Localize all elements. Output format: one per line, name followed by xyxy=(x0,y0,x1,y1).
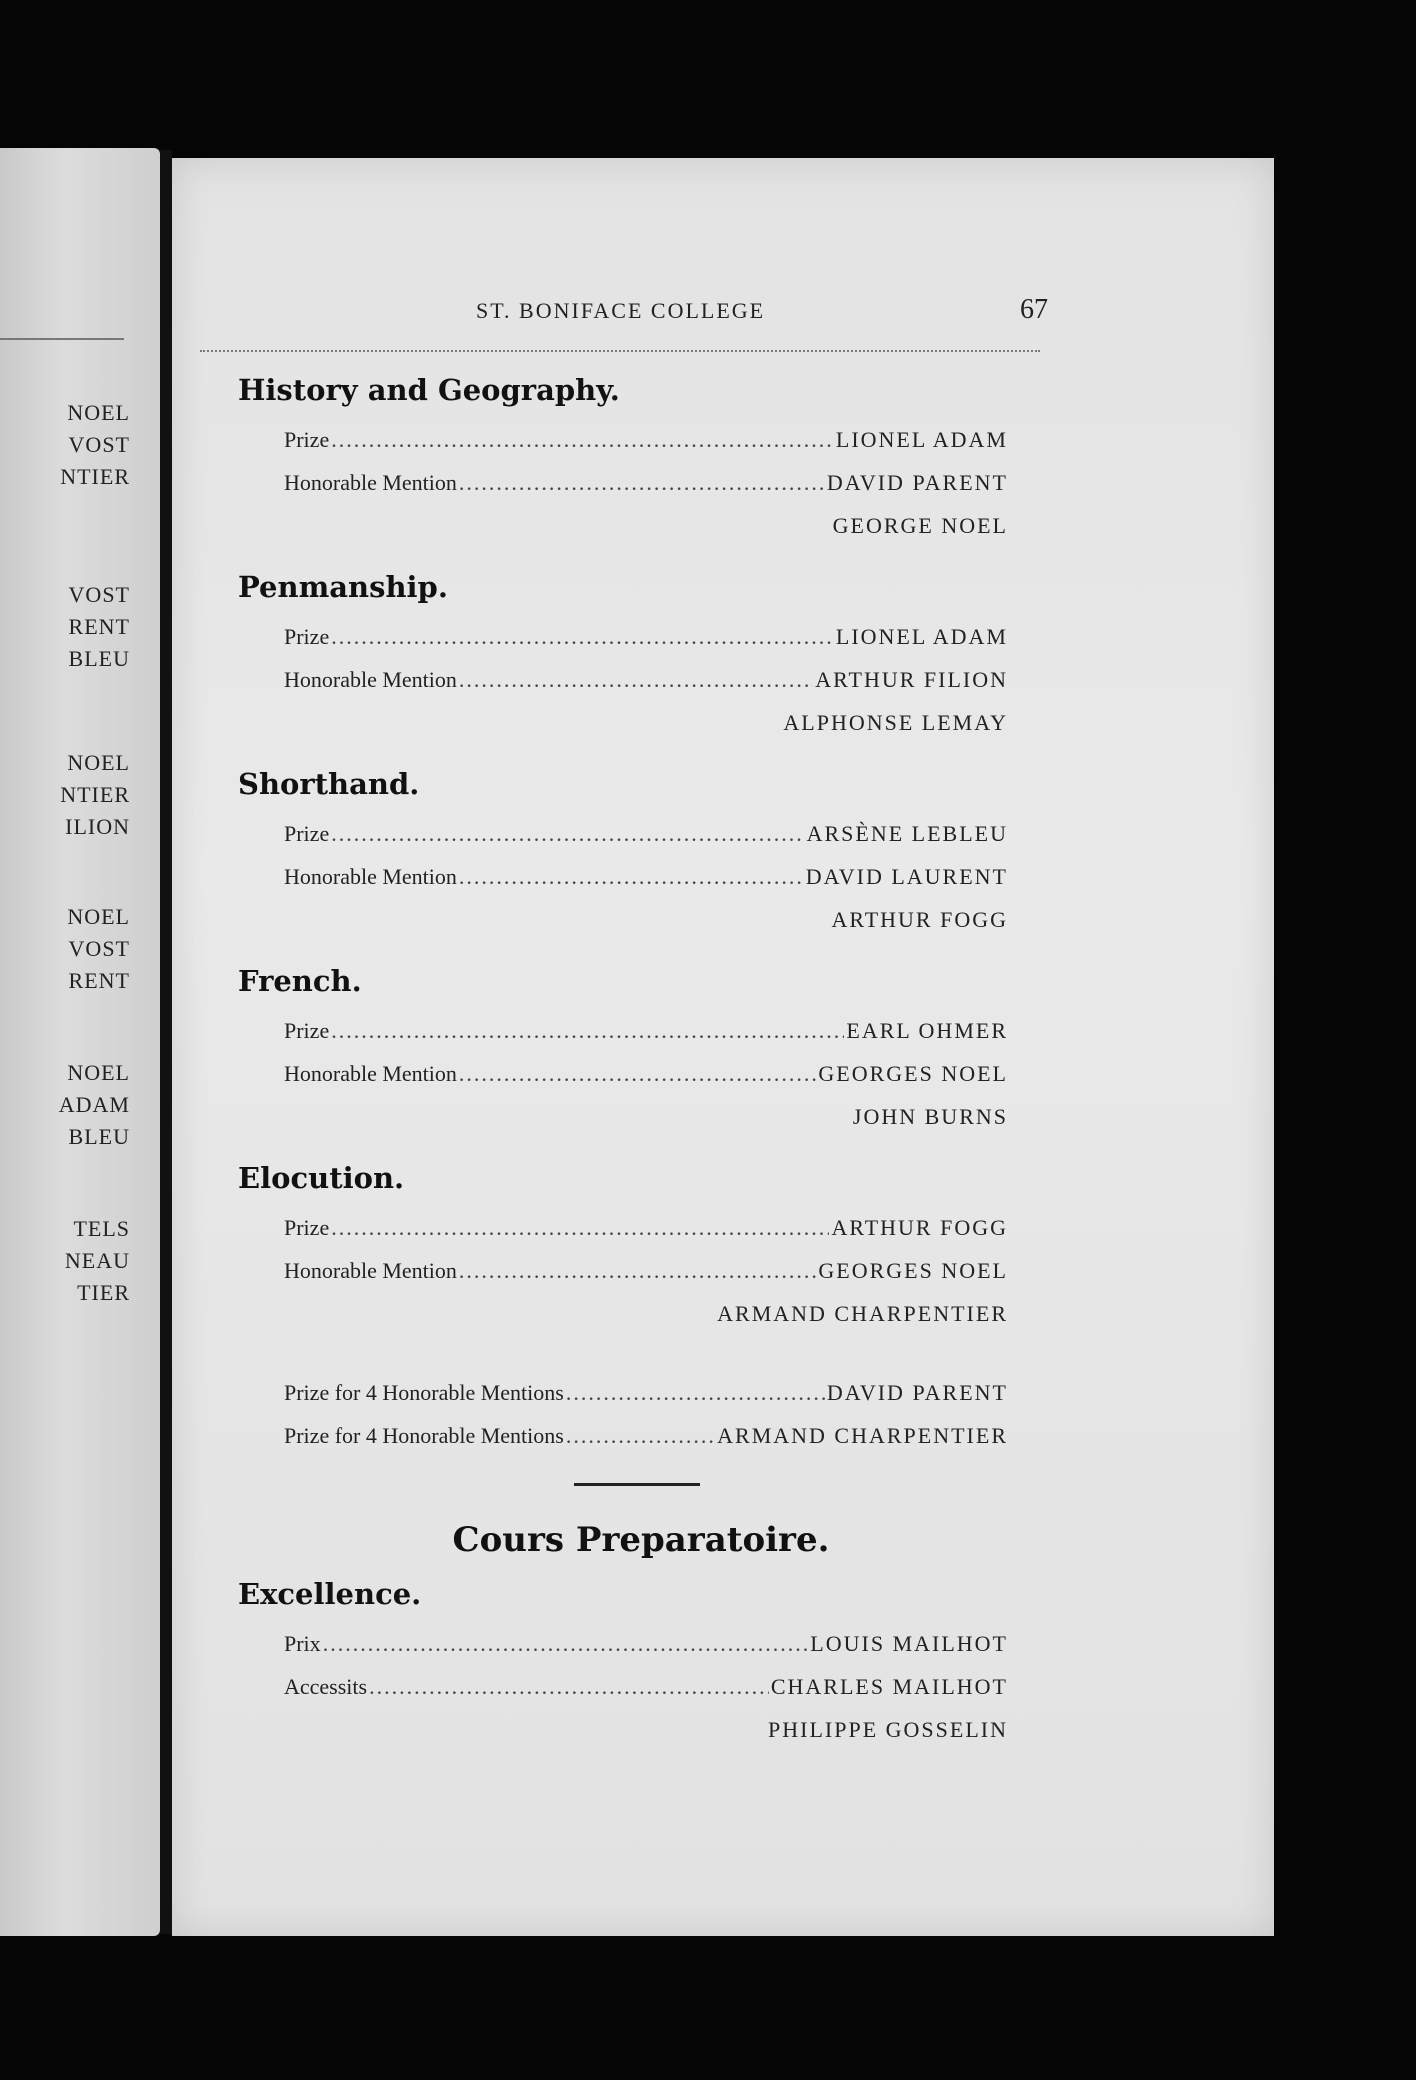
recipient-name: ARMAND CHARPENTIER xyxy=(717,1423,1008,1448)
left-page-text-fragment: RENT xyxy=(68,968,130,993)
dot-leader xyxy=(369,1665,769,1708)
page-number: 67 xyxy=(1020,294,1048,325)
recipient-name: ARTHUR FOGG xyxy=(831,1215,1008,1240)
left-page-text-fragment: ILION xyxy=(65,814,130,839)
dot-leader xyxy=(459,658,813,701)
entry-label: Prize for 4 Honorable Mentions xyxy=(284,1380,564,1405)
prize-entry xyxy=(238,1414,1008,1457)
left-page-text-fragment: RENT xyxy=(68,614,130,639)
left-page-text-fragment: BLEU xyxy=(68,646,130,671)
subject-section xyxy=(238,959,1008,1138)
section-title: French. xyxy=(238,964,362,998)
special-prizes xyxy=(238,1353,1008,1457)
additional-recipient: ALPHONSE LEMAY xyxy=(783,710,1008,735)
entry-label: Prize xyxy=(284,1215,330,1240)
recipient-name: EARL OHMER xyxy=(846,1018,1008,1043)
recipient-name: DAVID PARENT xyxy=(826,1380,1008,1405)
left-page-text-fragment: TIER xyxy=(77,1280,130,1305)
left-page-text-fragment: NTIER xyxy=(60,464,130,489)
dot-leader xyxy=(323,1622,809,1665)
recipient-name: LIONEL ADAM xyxy=(835,624,1008,649)
subject-section xyxy=(238,762,1008,941)
left-page-text-fragment: NOEL xyxy=(67,1060,130,1085)
left-page-edge xyxy=(0,148,160,1936)
prize-entry xyxy=(238,461,1008,504)
recipient-name: LOUIS MAILHOT xyxy=(810,1631,1008,1656)
prize-list xyxy=(238,368,1008,1769)
entry-label: Prize xyxy=(284,624,330,649)
preparatory-section xyxy=(238,1572,1008,1751)
running-title: ST. BONIFACE COLLEGE xyxy=(476,298,766,323)
entry-label: Accessits xyxy=(284,1674,368,1699)
left-page-text-fragment: NEAU xyxy=(64,1248,130,1273)
subject-section xyxy=(238,565,1008,744)
entry-label: Prix xyxy=(284,1631,321,1656)
prize-entry xyxy=(238,1249,1008,1292)
additional-recipient: JOHN BURNS xyxy=(852,1104,1008,1129)
preparatory-title: Cours Preparatoire. xyxy=(452,1520,830,1560)
left-page-text-fragment: VOST xyxy=(68,582,130,607)
left-page-text-fragment: TELS xyxy=(73,1216,130,1241)
entry-label: Honorable Mention xyxy=(284,1061,457,1086)
subject-section xyxy=(238,368,1008,547)
section-title: Excellence. xyxy=(238,1577,422,1611)
prize-entry xyxy=(238,1622,1008,1665)
recipient-name: GEORGES NOEL xyxy=(818,1258,1008,1283)
left-page-text-fragment: VOST xyxy=(68,936,130,961)
prize-entry xyxy=(238,418,1008,461)
dot-leader xyxy=(331,1206,829,1249)
entry-label: Prize for 4 Honorable Mentions xyxy=(284,1423,564,1448)
prize-entry xyxy=(238,1009,1008,1052)
section-title: History and Geography. xyxy=(238,373,620,407)
left-page-text-fragment: ADAM xyxy=(58,1092,130,1117)
entry-label: Honorable Mention xyxy=(284,1258,457,1283)
prize-entry xyxy=(238,855,1008,898)
left-page-text-fragment: NTIER xyxy=(60,782,130,807)
recipient-name: ARSÈNE LEBLEU xyxy=(806,821,1008,846)
left-page-text-fragment: NOEL xyxy=(67,750,130,775)
left-page-text-fragment: VOST xyxy=(68,432,130,457)
recipient-name: LIONEL ADAM xyxy=(835,427,1008,452)
dot-leader xyxy=(459,1052,816,1095)
entry-label: Prize xyxy=(284,1018,330,1043)
left-page-text-fragment: BLEU xyxy=(68,1124,130,1149)
section-title: Elocution. xyxy=(238,1161,405,1195)
spacer xyxy=(238,1353,1008,1371)
dot-leader xyxy=(566,1371,825,1414)
prize-entry xyxy=(238,1665,1008,1708)
dot-leader xyxy=(459,1249,816,1292)
dot-leader xyxy=(331,418,834,461)
dot-leader xyxy=(459,461,825,504)
prize-entry xyxy=(238,1371,1008,1414)
additional-recipient: ARTHUR FOGG xyxy=(831,907,1008,932)
additional-recipient: GEORGE NOEL xyxy=(832,513,1008,538)
prize-entry xyxy=(238,1206,1008,1249)
entry-label: Prize xyxy=(284,821,330,846)
section-divider xyxy=(574,1483,700,1486)
entry-label: Honorable Mention xyxy=(284,470,457,495)
left-page-text-fragment: NOEL xyxy=(67,400,130,425)
header-rule xyxy=(200,350,1040,352)
dot-leader xyxy=(331,812,804,855)
dot-leader xyxy=(459,855,804,898)
recipient-name: GEORGES NOEL xyxy=(818,1061,1008,1086)
section-title: Shorthand. xyxy=(238,767,420,801)
additional-recipient: PHILIPPE GOSSELIN xyxy=(768,1717,1008,1742)
prize-entry xyxy=(238,812,1008,855)
entry-label: Honorable Mention xyxy=(284,864,457,889)
left-page-text-fragment: NOEL xyxy=(67,904,130,929)
right-page xyxy=(172,158,1274,1936)
recipient-name: DAVID LAURENT xyxy=(805,864,1008,889)
prize-entry xyxy=(238,658,1008,701)
dot-leader xyxy=(331,615,834,658)
subject-section xyxy=(238,1156,1008,1335)
recipient-name: ARTHUR FILION xyxy=(815,667,1008,692)
dot-leader xyxy=(566,1414,715,1457)
entry-label: Prize xyxy=(284,427,330,452)
entry-label: Honorable Mention xyxy=(284,667,457,692)
additional-recipient: ARMAND CHARPENTIER xyxy=(717,1301,1008,1326)
prize-entry xyxy=(238,615,1008,658)
book-spine xyxy=(160,150,172,1934)
recipient-name: DAVID PARENT xyxy=(826,470,1008,495)
dot-leader xyxy=(331,1009,844,1052)
prize-entry xyxy=(238,1052,1008,1095)
left-page-rule xyxy=(0,338,124,340)
section-title: Penmanship. xyxy=(238,570,448,604)
recipient-name: CHARLES MAILHOT xyxy=(770,1674,1008,1699)
